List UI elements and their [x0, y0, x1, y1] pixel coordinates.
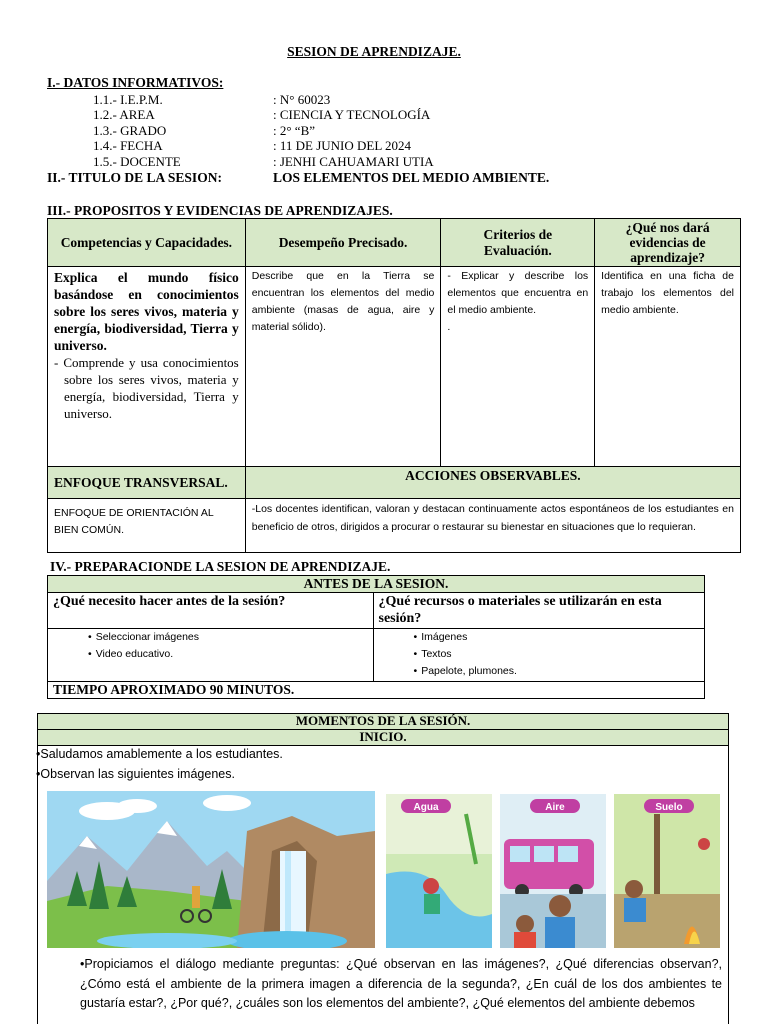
- agua-image: [386, 794, 492, 948]
- titulo-label: II.- TITULO DE LA SESION:: [47, 170, 222, 185]
- suelo-image: [614, 794, 720, 948]
- col1-items: [48, 629, 374, 682]
- datos-label: 1.3.- GRADO: [93, 123, 167, 138]
- landscape-waterfall-image: [47, 791, 375, 948]
- competencia-cell: [48, 267, 246, 467]
- list-item: • Video educativo.: [88, 646, 373, 663]
- antes-header: ANTES DE LA SESION.: [48, 576, 705, 593]
- datos-label: 1.5.- DOCENTE: [93, 154, 181, 169]
- enfoque-text: ENFOQUE DE ORIENTACIÓN AL BIEN COMÚN.: [48, 499, 246, 553]
- col1-header: ¿Qué necesito hacer antes de la sesión?: [48, 593, 374, 629]
- suelo-label: Suelo: [655, 802, 683, 813]
- col2-items: [373, 629, 704, 682]
- header-competencias: Competencias y Capacidades.: [48, 219, 246, 267]
- list-item: • Imágenes: [414, 629, 704, 646]
- acciones-text: -Los docentes identifican, valoran y destacan continuamente actos espontáneos de los estudiantes en beneficio de otros, dirigidos a procurar o restaurar su bienestar en situaciones que lo requieran.: [245, 499, 740, 553]
- preparacion-table: [47, 575, 705, 699]
- col2-header: ¿Qué recursos o materiales se utilizarán en esta sesión?: [373, 593, 704, 629]
- bullet-icon: •: [80, 957, 85, 971]
- header-desempeno: Desempeño Precisado.: [245, 219, 441, 267]
- evidencia-text: Identifica en una ficha de trabajo los elementos del medio ambiente.: [595, 267, 741, 467]
- inicio-heading: INICIO.: [38, 730, 729, 746]
- aire-label: Aire: [545, 802, 565, 813]
- momentos-heading: MOMENTOS DE LA SESIÓN.: [38, 714, 729, 730]
- criterio-cell: [441, 267, 595, 467]
- titulo-value: LOS ELEMENTOS DEL MEDIO AMBIENTE.: [273, 170, 550, 185]
- datos-value: : JENHI CAHUAMARI UTIA: [273, 154, 434, 169]
- datos-heading: I.- DATOS INFORMATIVOS:: [47, 75, 224, 90]
- dialogo-text: [80, 955, 722, 1014]
- criterio-text: - Explicar y describe los elementos que encuentra en el medio ambiente.: [447, 270, 589, 316]
- datos-label: 1.2.- AREA: [93, 107, 155, 122]
- header-criterios: Criterios de Evaluación.: [441, 219, 595, 267]
- inicio-item-text: Saludamos amablemente a los estudiantes.: [40, 747, 283, 761]
- preparacion-heading: IV.- PREPARACIONDE LA SESION DE APRENDIZAJE.: [50, 559, 391, 574]
- dialogo-content: Propiciamos el diálogo mediante preguntas: ¿Qué observan en las imágenes?, ¿Qué diferencias observan?, ¿Cómo está el ambiente de la primera imagen a diferencia de la segunda?, ¿En cuál de los dos ambientes te gustaría estar?, ¿Por qué?, ¿cuáles son los elementos del ambiente?, ¿Qué elementos del ambiente debemos: [80, 957, 722, 1010]
- datos-value: : N° 60023: [273, 92, 331, 107]
- desempeno-text: Describe que en la Tierra se encuentran los elementos del medio ambiente (masas de agua, aire y material sólido).: [245, 267, 441, 467]
- datos-label: 1.4.- FECHA: [93, 138, 163, 153]
- page-title: SESION DE APRENDIZAJE.: [287, 44, 461, 59]
- bullet-icon: •: [36, 747, 41, 761]
- datos-value: : 11 DE JUNIO DEL 2024: [273, 138, 412, 153]
- acciones-header: ACCIONES OBSERVABLES.: [245, 467, 740, 499]
- inicio-item: [36, 747, 283, 761]
- list-item: • Seleccionar imágenes: [88, 629, 373, 646]
- datos-value: : CIENCIA Y TECNOLOGÍA: [273, 107, 431, 122]
- list-item: • Textos: [414, 646, 704, 663]
- datos-label: 1.1.- I.E.P.M.: [93, 92, 163, 107]
- inicio-item-text: Observan las siguientes imágenes.: [40, 767, 235, 781]
- aire-image: [500, 794, 606, 948]
- propositos-table: [47, 218, 741, 553]
- enfoque-header: ENFOQUE TRANSVERSAL.: [48, 467, 246, 499]
- competencia-text: Explica el mundo físico basándose en conocimientos sobre los seres vivos, materia y energía, biodiversidad, Tierra y universo.: [54, 270, 239, 353]
- capacidad-text: - Comprende y usa conocimientos sobre los seres vivos, materia y energía, biodiversidad, Tierra y universo.: [54, 355, 239, 421]
- criterio-dot: .: [447, 321, 451, 333]
- inicio-item: [36, 767, 235, 781]
- agua-label: Agua: [413, 802, 439, 813]
- tiempo-text: TIEMPO APROXIMADO 90 MINUTOS.: [48, 682, 705, 699]
- datos-value: : 2° “B”: [273, 123, 316, 138]
- header-evidencias: ¿Qué nos dará evidencias de aprendizaje?: [595, 219, 741, 267]
- list-item: • Papelote, plumones.: [414, 663, 704, 680]
- bullet-icon: •: [36, 767, 41, 781]
- propositos-heading: III.- PROPOSITOS Y EVIDENCIAS DE APRENDIZAJES.: [47, 203, 393, 218]
